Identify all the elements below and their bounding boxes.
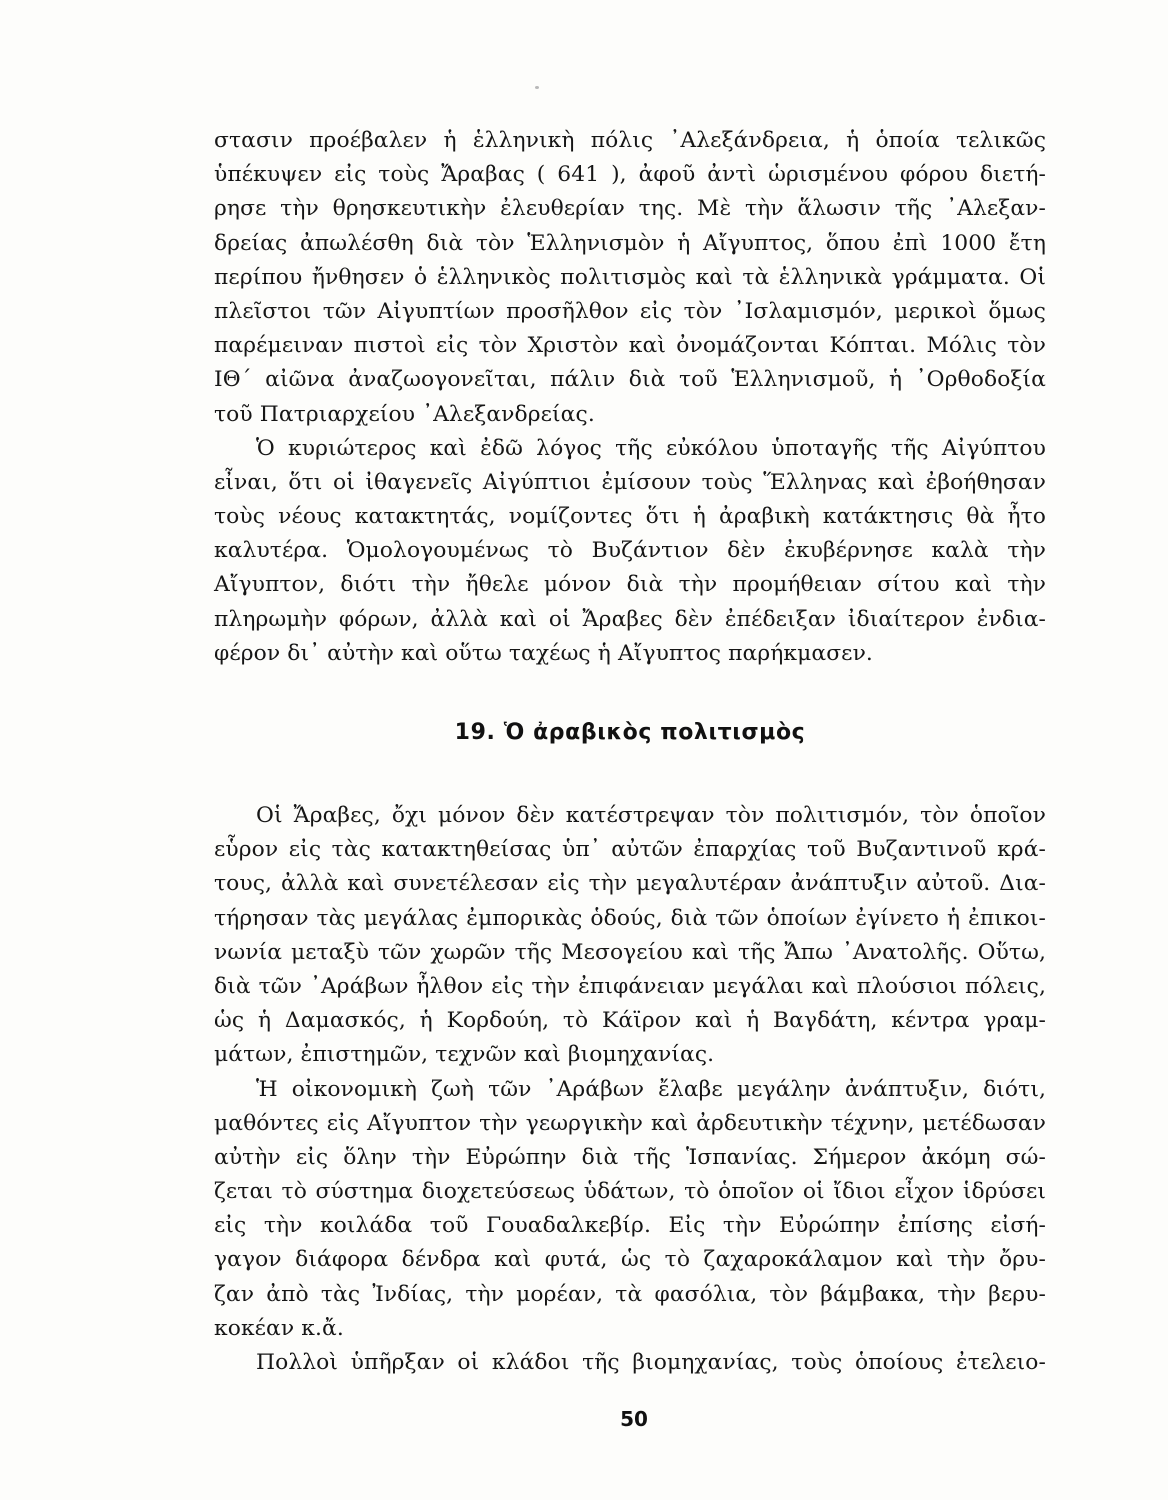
text-line: εὗρον εἰς τὰς κατακτηθείσας ὑπ᾿ αὐτῶν ἐπαρχίας τοῦ Βυζαντινοῦ κρά-: [214, 837, 1046, 863]
text-line: Αἴγυπτον, διότι τὴν ἤθελε μόνον διὰ τὴν προμήθειαν σίτου καὶ τὴν: [214, 572, 1046, 598]
text-line: καλυτέρα. Ὁμολογουμένως τὸ Βυζάντιον δὲν ἐκυβέρνησε καλὰ τὴν: [214, 538, 1046, 564]
text-line: αὐτὴν εἰς ὅλην τὴν Εὐρώπην διὰ τῆς Ἱσπανίας. Σήμερον ἀκόμη σώ-: [214, 1144, 1046, 1170]
text-line: Οἱ Ἄραβες, ὄχι μόνον δὲν κατέστρεψαν τὸν πολιτισμόν, τὸν ὁποῖον: [256, 803, 1046, 828]
text-line: μαθόντες εἰς Αἴγυπτον τὴν γεωργικὴν καὶ ἀρδευτικὴν τέχνην, μετέδωσαν: [214, 1110, 1046, 1136]
text-line: πλεῖστοι τῶν Αἰγυπτίων προσῆλθον εἰς τὸν ᾿Ισλαμισμόν, μερικοὶ ὅμως: [214, 298, 1046, 324]
body-text-top: [214, 124, 1046, 671]
text-line: διὰ τῶν ᾿Αράβων ἦλθον εἰς τὴν ἐπιφάνειαν μεγάλαι καὶ πλούσιοι πόλεις,: [214, 973, 1046, 999]
text-line: φέρον δι᾿ αὐτὴν καὶ οὕτω ταχέως ἡ Αἴγυπτος παρήκμασεν.: [214, 640, 873, 666]
text-line: στασιν προέβαλεν ἡ ἑλληνικὴ πόλις ᾿Αλεξάνδρεια, ἡ ὁποία τελικῶς: [214, 128, 1046, 153]
text-line: τοῦ Πατριαρχείου ᾿Αλεξανδρείας.: [214, 401, 595, 427]
text-line: Ἡ οἰκονομικὴ ζωὴ τῶν ᾿Αράβων ἔλαβε μεγάλην ἀνάπτυξιν, διότι,: [256, 1076, 1046, 1102]
text-line: περίπου ἤνθησεν ὁ ἑλληνικὸς πολιτισμὸς καὶ τὰ ἑλληνικὰ γράμματα. Οἱ: [214, 264, 1046, 290]
text-line: ὡς ἡ Δαμασκός, ἡ Κορδούη, τὸ Κάϊρον καὶ ἡ Βαγδάτη, κέντρα γραμ-: [214, 1008, 1046, 1034]
text-line: δρείας ἀπωλέσθη διὰ τὸν Ἑλληνισμὸν ἡ Αἴγυπτος, ὅπου ἐπὶ 1000 ἔτη: [214, 230, 1046, 256]
page-number: 50: [620, 1407, 648, 1431]
text-line: πληρωμὴν φόρων, ἀλλὰ καὶ οἱ Ἄραβες δὲν ἐπέδειξαν ἰδιαίτερον ἐνδια-: [214, 606, 1046, 632]
text-line: ρησε τὴν θρησκευτικὴν ἐλευθερίαν της. Μὲ τὴν ἅλωσιν τῆς ᾿Αλεξαν-: [214, 196, 1046, 222]
section-heading: 19. Ὁ ἀραβικὸς πολιτισμὸς: [454, 720, 806, 745]
text-line: Ὁ κυριώτερος καὶ ἐδῶ λόγος τῆς εὐκόλου ὑποταγῆς τῆς Αἰγύπτου: [256, 435, 1046, 461]
text-line: γαγον διάφορα δένδρα καὶ φυτά, ὡς τὸ ζαχαροκάλαμον καὶ τὴν ὄρυ-: [214, 1247, 1046, 1273]
text-line: τοὺς νέους κατακτητάς, νομίζοντες ὅτι ἡ ἀραβικὴ κατάκτησις θὰ ἦτο: [214, 504, 1046, 530]
text-line: εἰς τὴν κοιλάδα τοῦ Γουαδαλκεβίρ. Εἰς τὴν Εὐρώπην ἐπίσης εἰσή-: [214, 1213, 1046, 1239]
text-line: νωνία μεταξὺ τῶν χωρῶν τῆς Μεσογείου καὶ τῆς Ἄπω ᾿Ανατολῆς. Οὕτω,: [214, 939, 1046, 965]
text-line: ζαν ἀπὸ τὰς Ἰνδίας, τὴν μορέαν, τὰ φασόλια, τὸν βάμβακα, τὴν βερυ-: [214, 1281, 1046, 1307]
text-line: εἶναι, ὅτι οἱ ἰθαγενεῖς Αἰγύπτιοι ἐμίσουν τοὺς Ἕλληνας καὶ ἐβοήθησαν: [214, 469, 1046, 495]
text-line: Πολλοὶ ὑπῆρξαν οἱ κλάδοι τῆς βιομηχανίας, τοὺς ὁποίους ἐτελειο-: [256, 1350, 1046, 1375]
text-line: κοκέαν κ.ἄ.: [214, 1315, 344, 1341]
text-line: ΙΘ΄ αἰῶνα ἀναζωογονεῖται, πάλιν διὰ τοῦ Ἑλληνισμοῦ, ἡ ᾿Ορθοδοξία: [214, 367, 1046, 393]
text-line: ζεται τὸ σύστημα διοχετεύσεως ὑδάτων, τὸ ὁποῖον οἱ ἴδιοι εἶχον ἱδρύσει: [214, 1179, 1046, 1205]
body-text-bottom: [214, 799, 1046, 1380]
text-line: παρέμειναν πιστοὶ εἰς τὸν Χριστὸν καὶ ὀνομάζονται Κόπται. Μόλις τὸν: [214, 333, 1046, 359]
paper-speck: [535, 86, 539, 89]
text-line: μάτων, ἐπιστημῶν, τεχνῶν καὶ βιομηχανίας.: [214, 1042, 715, 1068]
text-line: τους, ἀλλὰ καὶ συνετέλεσαν εἰς τὴν μεγαλυτέραν ἀνάπτυξιν αὐτοῦ. Δια-: [214, 871, 1046, 897]
text-line: τήρησαν τὰς μεγάλας ἐμπορικὰς ὁδούς, διὰ τῶν ὁποίων ἐγίνετο ἡ ἐπικοι-: [214, 905, 1046, 931]
text-line: ὑπέκυψεν εἰς τοὺς Ἄραβας ( 641 ), ἀφοῦ ἀντὶ ὡρισμένου φόρου διετή-: [214, 162, 1046, 188]
